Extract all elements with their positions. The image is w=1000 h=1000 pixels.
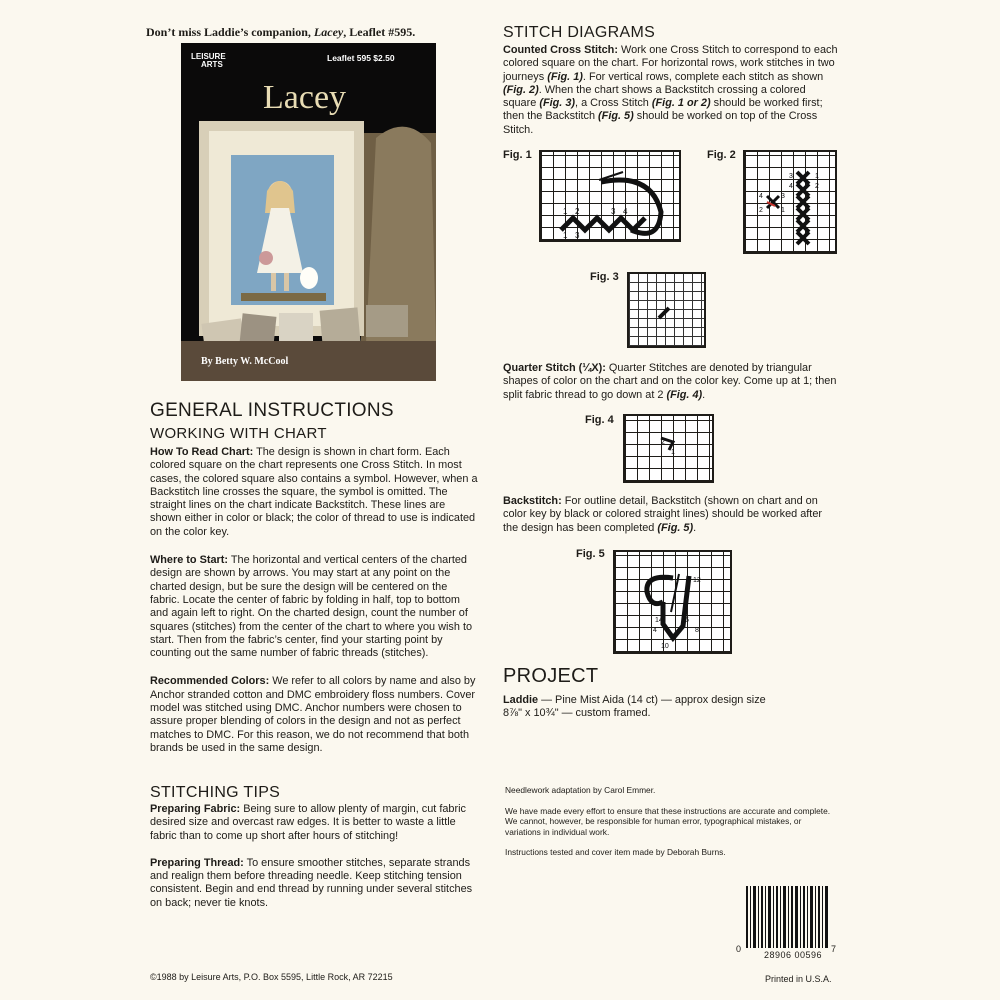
ground [241, 293, 326, 301]
fig-number: 14 [655, 617, 663, 624]
fig-ref: (Fig. 3) [539, 97, 576, 110]
para-body: Being sure to allow plenty of margin, cut fabric desired size and overcast raw edges. It is better to waste a little fabric than to come up short after hours of stitching! [150, 803, 466, 842]
fig-ref: (Fig. 2) [503, 83, 539, 96]
fig2-diagram [743, 150, 837, 254]
fig-number: 2 [649, 599, 653, 606]
fig-ref: (Fig. 4) [666, 388, 703, 401]
fig-number: 1 [815, 173, 819, 180]
para-how-to-read [150, 446, 478, 539]
text-run: should be worked first; then the Backstitch [503, 97, 823, 123]
fig-number: 4 [789, 183, 793, 190]
disclaimer: We have made every effort to ensure that these instructions are accurate and complete. We cannot, however, be responsible for human error, typographical mistakes, or variations in individual work. [505, 805, 831, 837]
fig-number: 12 [693, 577, 701, 584]
para-heading: Recommended Colors: [150, 675, 270, 688]
backstitch-text [503, 495, 839, 535]
flower-basket [259, 251, 273, 265]
para-heading: Counted Cross Stitch: [503, 44, 618, 56]
tested-credit: Instructions tested and cover item made by Deborah Burns. [505, 847, 726, 858]
text-run: . [702, 388, 706, 401]
fig4-stitch [625, 416, 712, 481]
text-run: . When the chart shows a Backstitch crossing a colored square [503, 83, 806, 110]
para-body: The design is shown in chart form. Each colored square on the chart represents one Cross Stitch. In most cases, the colored square also contains a symbol. However, when a Backstitch line crosses the square, the symbol is omitted. The straight lines on the chart indicate Backstitch. These lines are shown either in color or black; the color of thread to use is indicated on the color key. [150, 446, 478, 538]
para-where-to-start [150, 554, 478, 660]
fig4-diagram [623, 414, 714, 483]
para-recommended-colors [150, 675, 478, 755]
working-chart-title: WORKING WITH CHART [150, 425, 327, 442]
para-preparing-fabric [150, 803, 478, 843]
text-run: . For vertical rows, complete each stitch as shown [582, 70, 824, 83]
fig1-label: Fig. 1 [503, 149, 532, 161]
fig-number: 4 [623, 207, 628, 216]
fig5-label: Fig. 5 [576, 548, 605, 560]
para-heading: Preparing Thread: [150, 856, 244, 869]
fig3-diagram [627, 272, 706, 348]
general-body [150, 446, 478, 755]
fig5-diagram [613, 550, 732, 654]
fig-number: 4 [759, 193, 763, 200]
fig-ref: (Fig. 1 or 2) [651, 97, 711, 110]
para-heading: Where to Start: [150, 554, 229, 567]
fig-number: 2 [575, 207, 580, 216]
fig-ref: (Fig. 5) [657, 521, 694, 534]
project-title: PROJECT [503, 665, 599, 687]
fig-number: 6 [685, 617, 689, 624]
fig-number: 3 [611, 207, 616, 216]
fig2-stitches [745, 152, 835, 252]
printed-in: Printed in U.S.A. [765, 974, 832, 984]
text-run: should be worked on top of the Cross Stitch. [503, 110, 818, 136]
tips-body [150, 803, 478, 910]
fig1-stitches [541, 152, 679, 240]
backstitch-over-square [659, 308, 669, 318]
vertical-cross-stitches [797, 172, 809, 244]
fig-number: 3 [789, 173, 793, 180]
cover-title: Lacey [263, 79, 347, 116]
para-heading: Backstitch: [503, 495, 562, 507]
general-title: GENERAL INSTRUCTIONS [150, 400, 394, 421]
para-body: We refer to all colors by name and also by Anchor stranded cotton and DMC embroidery floss numbers. Cover model was stitched using DMC. Anchor numbers were chosen to assure proper blending of colors in the design and not as perfect matches to DMC. For this reason, we do not recommend that both brands be used in the same design. [150, 675, 476, 754]
companion-prefix: Don’t miss Laddie’s companion, [146, 25, 314, 39]
stitch-diagrams-title: STITCH DIAGRAMS [503, 24, 656, 41]
fig-number: 2 [815, 183, 819, 190]
fig3-label: Fig. 3 [590, 271, 619, 283]
project-fabric: — Pine Mist Aida (14 ct) — approx design size [538, 694, 766, 706]
para-heading: How To Read Chart: [150, 446, 254, 458]
counted-cross-stitch-text [503, 44, 839, 137]
text-run: Quarter Stitches are denoted by triangular shapes of color on the chart and on the color key. Come up at 1; then split fabric thread to go down at 2 [503, 362, 837, 401]
brand-top: LEISURE [191, 52, 226, 61]
barcode [746, 886, 828, 948]
para-body: The horizontal and vertical centers of the charted design are shown by arrows. You may start at any point on the charted design, but be sure the design will be centered on the fabric. Locate the center of fabric by folding in half, top to bottom and again left to right. On the charted design, count the number of squares (stitches) from the center of the chart to where you wish to start. Then from the fabric’s center, find your starting point by counting out the same number of fabric threads (stitches). [150, 554, 473, 660]
barcode-digit-right: 7 [831, 944, 837, 954]
fig-number: 10 [661, 643, 669, 650]
fig5-stitches [615, 552, 730, 652]
photo [279, 313, 313, 345]
photo [366, 305, 408, 337]
barcode-digits: 28906 00596 [764, 950, 823, 960]
fig-number: 3 [575, 231, 580, 240]
text-run: . [693, 521, 697, 534]
adaptation-credit: Needlework adaptation by Carol Emmer. [505, 785, 656, 795]
companion-name: Lacey [313, 25, 344, 39]
fig-number: 1 [563, 231, 568, 240]
fig-number: 2 [661, 439, 665, 446]
text-run: , a Cross Stitch [575, 97, 652, 110]
fig-number: 1 [781, 207, 785, 214]
girl-leg [271, 273, 276, 291]
para-heading: Quarter Stitch (¼X): [503, 362, 606, 374]
leaflet-price: Leaflet 595 $2.50 [327, 53, 395, 63]
text-run: Work one Cross Stitch to correspond to each colored square on the chart. For horizontal rows, work stitches in two journeys [503, 44, 838, 83]
fig-number: 1 [671, 449, 675, 456]
fig-ref: (Fig. 5) [598, 110, 634, 123]
fig-number: 3 [781, 193, 785, 200]
text-run: For outline detail, Backstitch (shown on chart and on color key by black or colored straight lines) should be worked after the design has been completed [503, 495, 823, 534]
project-details [503, 694, 839, 721]
stitching-tips-title: STITCHING TIPS [150, 784, 281, 801]
fig3-stitch [629, 274, 704, 346]
fig-number: 4 [653, 627, 657, 634]
para-heading: Preparing Fabric: [150, 803, 241, 815]
fig-number: 2 [759, 207, 763, 214]
fig-number: 1 [563, 207, 568, 216]
fig1-diagram [539, 150, 681, 242]
barcode-digit-left: 0 [736, 944, 742, 954]
fig4-label: Fig. 4 [585, 414, 614, 426]
cover-image [181, 43, 436, 381]
fig2-label: Fig. 2 [707, 149, 736, 161]
companion-suffix: , Leaflet #595. [343, 25, 416, 39]
girl-leg [284, 273, 289, 291]
project-name: Laddie [503, 694, 539, 706]
project-size: 8⅞" x 10¾" — custom framed. [503, 707, 651, 720]
para-body: To ensure smoother stitches, separate strands and realign them before threading needle. Keep stitching tension consistent. Begin and end thread by running under several stitches on back; never tie knots. [150, 856, 473, 909]
goose [300, 267, 318, 289]
cover-author: By Betty W. McCool [201, 356, 289, 367]
copyright: ©1988 by Leisure Arts, P.O. Box 5595, Little Rock, AR 72215 [150, 972, 393, 982]
fig-ref: (Fig. 1) [547, 70, 583, 83]
brand-bottom: ARTS [201, 60, 223, 69]
para-preparing-thread [150, 857, 478, 910]
photo [320, 307, 361, 344]
companion-caption [146, 25, 415, 40]
fig-number: 8 [695, 627, 699, 634]
credits [505, 785, 835, 858]
quarter-stitch-text [503, 362, 839, 402]
